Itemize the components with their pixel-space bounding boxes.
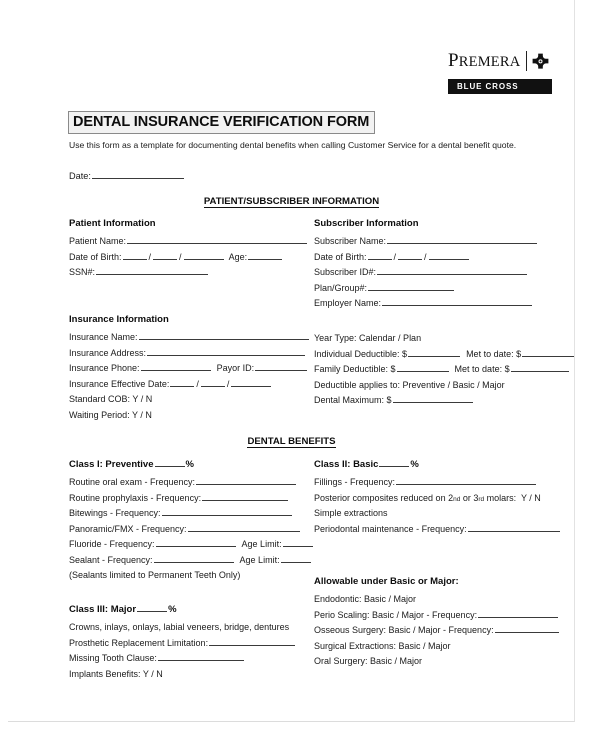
patient-ssn-input[interactable] [96, 266, 208, 275]
routine-prophylaxis-label: Routine prophylaxis - Frequency: [69, 492, 202, 503]
prosthetic-replacement-input[interactable] [209, 637, 295, 646]
logo-wordmark-cap: P [448, 49, 459, 71]
crowns-label: Crowns, inlays, onlays, labial veneers, bridge, dentures [69, 622, 290, 632]
perio-scaling-input[interactable] [478, 609, 558, 618]
class-iii-title-prefix: Class III: Major [69, 604, 137, 615]
patient-information-block [69, 218, 308, 281]
dental-maximum-label: Dental Maximum: $ [314, 395, 392, 405]
date-label: Date: [69, 171, 91, 181]
sealant-age-limit-label: Age Limit: [239, 554, 280, 565]
class-iii-title [69, 603, 296, 615]
allowable-title: Allowable under Basic or Major: [314, 576, 459, 587]
deductible-applies-row[interactable] [314, 378, 575, 394]
crowns-row [69, 620, 296, 636]
fillings-row [314, 475, 561, 491]
logo-wordmark-rest: REMERA [458, 53, 521, 70]
patient-dob-sep-2: / [179, 251, 182, 262]
standard-cob-label: Standard COB: Y / N [69, 394, 153, 404]
routine-oral-exam-label: Routine oral exam - Frequency: [69, 477, 196, 487]
panoramic-fmx-row [69, 522, 314, 538]
class-i-title-suffix: % [185, 459, 194, 470]
individual-met-to-date-input[interactable] [522, 348, 575, 357]
periodontal-maintenance-row [314, 522, 561, 538]
fluoride-age-limit-input[interactable] [283, 538, 313, 547]
insurance-name-label: Insurance Name: [69, 332, 138, 342]
prosthetic-replacement-row [69, 636, 296, 652]
implants-benefits-label: Implants Benefits: Y / N [69, 668, 163, 679]
employer-name-row [314, 296, 538, 312]
insurance-information-block [69, 314, 310, 423]
class-ii-title [314, 458, 561, 470]
page-title: DENTAL INSURANCE VERIFICATION FORM [73, 114, 370, 130]
routine-prophylaxis-row [69, 491, 314, 507]
sealant-note-row [69, 568, 314, 584]
family-met-to-date-input[interactable] [511, 363, 569, 372]
insurance-name-row [69, 330, 310, 346]
logo-blue-cross-bar [448, 79, 552, 94]
plan-details-block [314, 331, 575, 409]
insurance-phone-label: Insurance Phone: [69, 363, 140, 373]
dental-maximum-input[interactable] [393, 394, 473, 403]
subscriber-name-row [314, 234, 538, 250]
family-deductible-input[interactable] [397, 363, 449, 372]
osseous-surgery-input[interactable] [495, 624, 559, 633]
section-heading-dental-benefits-text: DENTAL BENEFITS [247, 436, 336, 447]
plan-group-label: Plan/Group#: [314, 282, 368, 293]
posterior-composites-mid: or 3 [460, 492, 479, 503]
subscriber-dob-group [367, 250, 470, 266]
oral-surgery-label: Oral Surgery: Basic / Major [314, 656, 423, 666]
fluoride-label: Fluoride - Frequency: [69, 539, 155, 549]
subscriber-information-block [314, 218, 538, 312]
implants-benefits-row[interactable] [69, 667, 296, 683]
sealant-label: Sealant - Frequency: [69, 554, 153, 565]
patient-dob-month-input[interactable] [123, 251, 147, 260]
subscriber-name-input[interactable] [387, 235, 537, 244]
insurance-effective-day-input[interactable] [201, 378, 225, 387]
patient-dob-group [122, 250, 225, 266]
payor-id-input[interactable] [255, 362, 307, 371]
logo-blue-cross-text: BLUE CROSS [457, 82, 519, 91]
subscriber-information-title: Subscriber Information [314, 218, 419, 229]
section-heading-patient-subscriber [8, 196, 575, 207]
sealant-note: (Sealants limited to Permanent Teeth Only) [69, 570, 241, 580]
class-ii-title-suffix: % [410, 459, 419, 470]
insurance-phone-row [69, 361, 310, 377]
prosthetic-replacement-label: Prosthetic Replacement Limitation: [69, 637, 209, 648]
fillings-input[interactable] [396, 476, 536, 485]
standard-cob-row[interactable] [69, 392, 310, 408]
class-ii-block [314, 458, 561, 537]
logo-wordmark-row [448, 48, 552, 74]
class-i-block [69, 458, 314, 584]
subscriber-dob-day-input[interactable] [398, 251, 422, 260]
insurance-name-input[interactable] [139, 331, 309, 340]
panoramic-fmx-label: Panoramic/FMX - Frequency: [69, 523, 187, 534]
endodontic-label: Endodontic: Basic / Major [314, 594, 417, 604]
individual-met-to-date-label: Met to date: $ [466, 348, 522, 359]
patient-dob-sep-1: / [148, 251, 152, 262]
osseous-surgery-label: Osseous Surgery: Basic / Major - Frequency: [314, 625, 494, 635]
employer-name-label: Employer Name: [314, 298, 382, 308]
insurance-effective-month-input[interactable] [170, 378, 194, 387]
section-heading-patient-subscriber-text: PATIENT/SUBSCRIBER INFORMATION [203, 196, 380, 207]
year-type-row[interactable] [314, 331, 575, 347]
subscriber-id-label: Subscriber ID#: [314, 267, 377, 277]
insurance-effective-year-input[interactable] [231, 378, 271, 387]
fluoride-age-limit-label: Age Limit: [241, 539, 282, 549]
subscriber-dob-month-input[interactable] [368, 251, 392, 260]
simple-extractions-label: Simple extractions [314, 508, 388, 518]
insurance-effective-date-group [169, 377, 272, 393]
subscriber-dob-sep-2: / [424, 251, 427, 262]
sealant-age-limit-input[interactable] [281, 554, 311, 563]
patient-information-title: Patient Information [69, 218, 156, 229]
simple-extractions-row [314, 506, 561, 522]
bitewings-input[interactable] [162, 507, 292, 516]
class-i-title-prefix: Class I: Preventive [69, 459, 154, 470]
subscriber-dob-year-input[interactable] [429, 251, 469, 260]
individual-deductible-input[interactable] [408, 348, 460, 357]
form-intro-text: Use this form as a template for documenting dental benefits when calling Customer Service for a dental benefit quote. [69, 140, 517, 150]
class-ii-percent-input[interactable] [379, 458, 409, 467]
insurance-effective-sep-2: / [226, 378, 230, 389]
family-deductible-row [314, 362, 575, 378]
missing-tooth-clause-input[interactable] [158, 652, 244, 661]
section-heading-dental-benefits [8, 436, 575, 447]
missing-tooth-clause-label: Missing Tooth Clause: [69, 653, 157, 663]
waiting-period-row[interactable] [69, 408, 310, 424]
insurance-phone-input[interactable] [141, 362, 211, 371]
blue-cross-icon [532, 53, 549, 70]
family-met-to-date-label: Met to date: $ [454, 364, 510, 374]
date-field-row [69, 170, 185, 181]
allowable-block [314, 576, 560, 670]
subscriber-dob-row [314, 250, 538, 266]
patient-dob-label: Date of Birth: [69, 251, 122, 262]
patient-ssn-row [69, 265, 308, 281]
logo-wordmark [448, 50, 520, 73]
individual-deductible-row [314, 347, 575, 363]
year-type-label: Year Type: Calendar / Plan [314, 333, 422, 343]
form-title-box [68, 111, 375, 134]
patient-name-row [69, 234, 308, 250]
subscriber-dob-sep-1: / [393, 251, 397, 262]
plan-group-row [314, 281, 538, 297]
premera-logo [448, 48, 552, 94]
dental-maximum-row [314, 393, 575, 409]
class-iii-title-suffix: % [168, 604, 177, 615]
patient-dob-day-input[interactable] [153, 251, 177, 260]
deductible-applies-label: Deductible applies to: Preventive / Basic / Major [314, 379, 505, 390]
insurance-information-title: Insurance Information [69, 314, 169, 325]
class-i-title [69, 458, 314, 470]
routine-prophylaxis-input[interactable] [202, 492, 288, 501]
insurance-effective-date-label: Insurance Effective Date: [69, 378, 170, 389]
periodontal-maintenance-input[interactable] [468, 523, 560, 532]
patient-age-input[interactable] [248, 251, 282, 260]
endodontic-row[interactable] [314, 592, 560, 608]
patient-dob-year-input[interactable] [184, 251, 224, 260]
oral-surgery-row[interactable] [314, 654, 560, 670]
fillings-label: Fillings - Frequency: [314, 477, 396, 487]
subscriber-id-input[interactable] [377, 266, 527, 275]
plan-group-input[interactable] [368, 282, 454, 291]
bitewings-label: Bitewings - Frequency: [69, 508, 161, 518]
panoramic-fmx-input[interactable] [188, 523, 300, 532]
class-ii-title-prefix: Class II: Basic [314, 459, 379, 470]
date-input[interactable] [92, 170, 184, 179]
patient-name-input[interactable] [127, 235, 307, 244]
sealant-row [69, 553, 314, 569]
class-iii-block [69, 603, 296, 691]
patient-ssn-label: SSN#: [69, 267, 96, 277]
routine-oral-exam-row [69, 475, 314, 491]
fluoride-row [69, 537, 314, 553]
bitewings-row [69, 506, 314, 522]
posterior-composites-suffix: molars: Y / N [484, 492, 541, 503]
insurance-effective-sep-1: / [196, 378, 199, 389]
individual-deductible-label: Individual Deductible: $ [314, 348, 408, 359]
posterior-composites-prefix: Posterior composites reduced on 2 [314, 492, 454, 503]
insurance-address-row [69, 346, 310, 362]
subscriber-dob-label: Date of Birth: [314, 251, 367, 262]
insurance-effective-date-row [69, 377, 310, 393]
insurance-address-input[interactable] [147, 347, 305, 356]
subscriber-name-label: Subscriber Name: [314, 236, 387, 246]
subscriber-id-row [314, 265, 538, 281]
osseous-surgery-row [314, 623, 560, 639]
payor-id-label: Payor ID: [216, 363, 255, 373]
family-deductible-label: Family Deductible: $ [314, 364, 396, 374]
perio-scaling-row [314, 608, 560, 624]
patient-age-label: Age: [228, 251, 248, 262]
class-iii-percent-input[interactable] [137, 603, 167, 612]
employer-name-input[interactable] [382, 297, 532, 306]
class-i-percent-input[interactable] [155, 458, 185, 467]
sealant-input[interactable] [154, 554, 234, 563]
posterior-composites-row[interactable]: Posterior composites reduced on 2 nd or 3 rd molars: Y / N [314, 491, 561, 507]
logo-divider [526, 51, 527, 71]
perio-scaling-label: Perio Scaling: Basic / Major - Frequency: [314, 609, 478, 620]
routine-oral-exam-input[interactable] [196, 476, 296, 485]
waiting-period-label: Waiting Period: Y / N [69, 409, 152, 420]
patient-name-label: Patient Name: [69, 236, 127, 246]
periodontal-maintenance-label: Periodontal maintenance - Frequency: [314, 523, 467, 534]
surgical-extractions-row[interactable] [314, 639, 560, 655]
patient-dob-row [69, 250, 308, 266]
surgical-extractions-label: Surgical Extractions: Basic / Major [314, 640, 451, 651]
missing-tooth-clause-row [69, 651, 296, 667]
fluoride-input[interactable] [156, 538, 236, 547]
document-page [8, 0, 575, 722]
insurance-address-label: Insurance Address: [69, 347, 147, 358]
